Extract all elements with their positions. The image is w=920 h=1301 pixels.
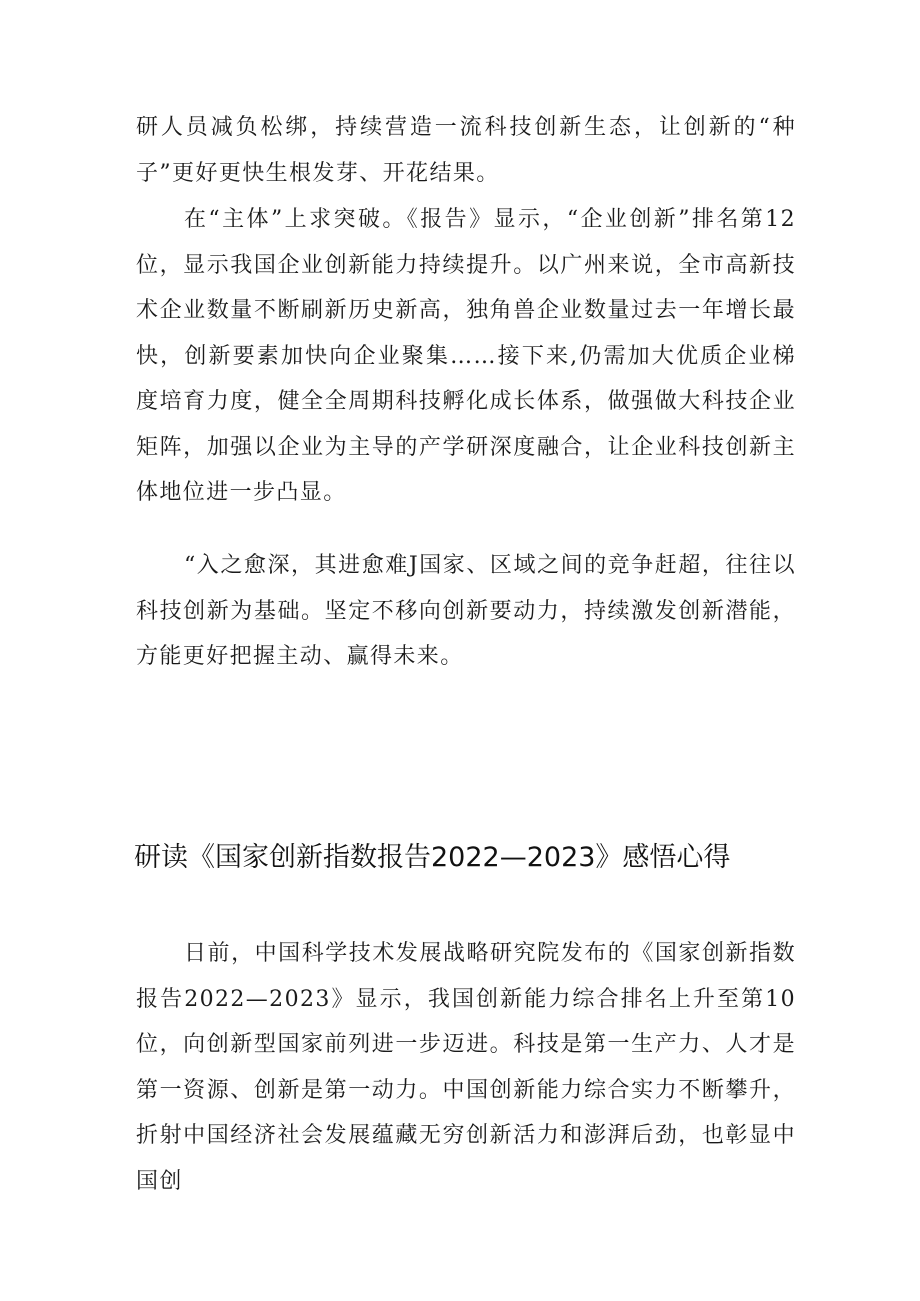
paragraph-continued: 研人员减负松绑，持续营造一流科技创新生态，让创新的“种子”更好更快生根发芽、开花结果。 <box>136 115 796 186</box>
paragraph-intro: 日前，中国科学技术发展战略研究院发布的《国家创新指数报告2022—2023》显示，我国创新能力综合排名上升至第10位，向创新型国家前列进一步迈进。科技是第一生产力、人才是第一资源、创新是第一动力。中国创新能力综合实力不断攀升，折射中国经济社会发展蕴藏无穷创新活力和澎湃后劲，也彰显中国创 <box>136 941 796 1194</box>
paragraph-conclusion: “入之愈深，其进愈难J国家、区域之间的竞争赶超，往往以科技创新为基础。坚定不移向创新要动力，持续激发创新潜能，方能更好把握主动、赢得未来。 <box>136 553 796 669</box>
article-title: 研读《国家创新指数报告2022—2023》感悟心得 <box>134 842 731 873</box>
paragraph-subject-breakthrough: 在“主体”上求突破。《报告》显示，“企业创新”排名第12位，显示我国企业创新能力持续提升。以广州来说，全市高新技术企业数量不断刷新历史新高，独角兽企业数量过去一年增长最快，创新要素加快向企业聚集……接下来,仍需加大优质企业梯度培育力度，健全全周期科技孵化成长体系，做强做大科技企业矩阵，加强以企业为主导的产学研深度融合，让企业科技创新主体地位进一步凸显。 <box>136 207 796 505</box>
